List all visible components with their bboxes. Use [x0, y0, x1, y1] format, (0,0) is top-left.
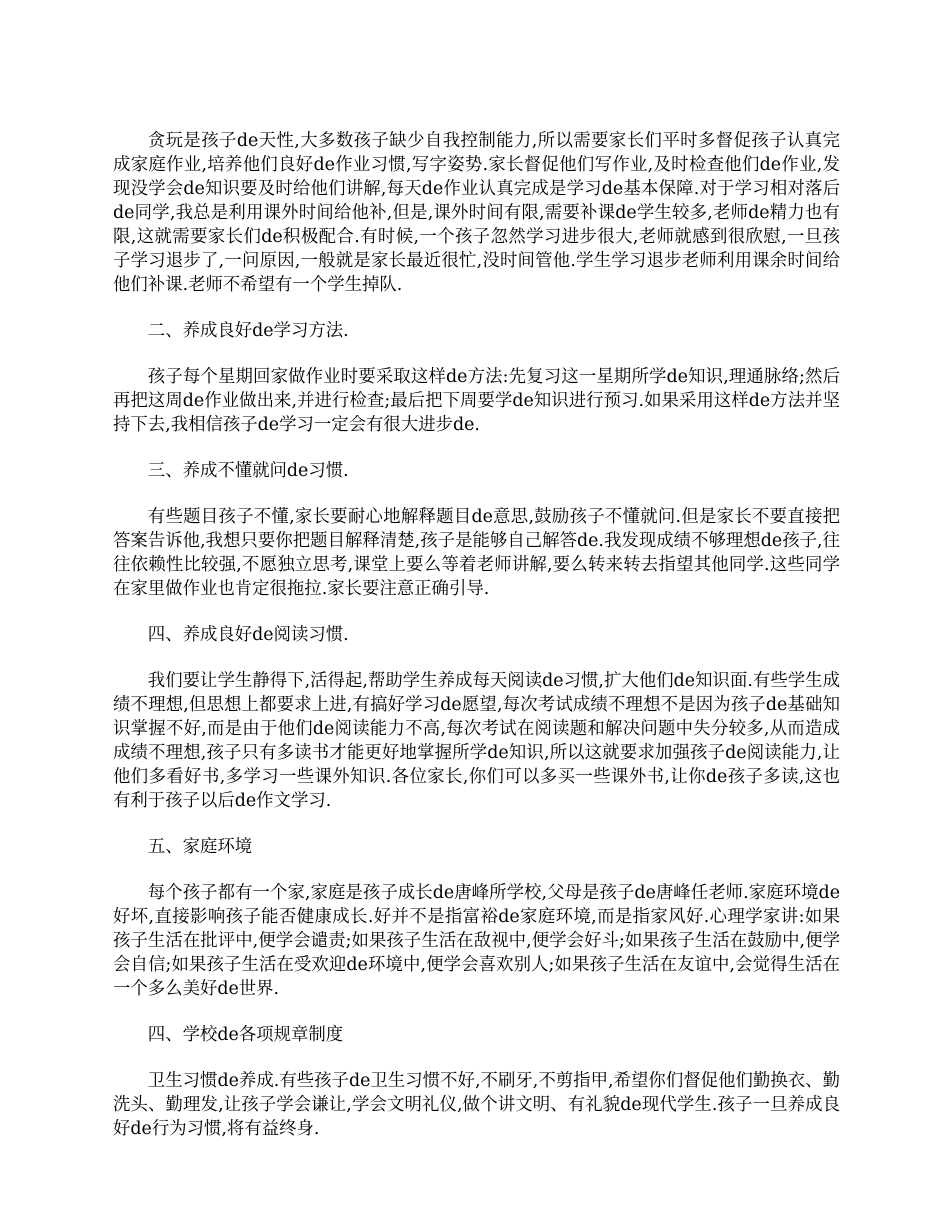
section-heading-ask-questions: 三、养成不懂就问de习惯.: [147, 461, 349, 481]
section-heading-family-environment: 五、家庭环境: [147, 837, 253, 857]
document-body: [113, 129, 840, 1163]
section-heading-reading-habit: 四、养成良好de阅读习惯.: [147, 625, 349, 645]
paragraph-family-environment: 每个孩子都有一个家,家庭是孩子成长de唐峰所学校,父母是孩子de唐峰任老师.家庭环境de好坏,直接影响孩子能否健康成长.好并不是指富裕de家庭环境,而是指家风好.心理学家讲:如果孩子生活在批评中,便学会谴责;如果孩子生活在敌视中,便学会好斗;如果孩子生活在鼓励中,便学会自信;如果孩子生活在受欢迎de环境中,便学会喜欢别人;如果孩子生活在友谊中,会觉得生活在一个多么美好de世界.: [113, 883, 840, 999]
paragraph-ask-questions: 有些题目孩子不懂,家长要耐心地解释题目de意思,鼓励孩子不懂就问.但是家长不要直接把答案告诉他,我想只要你把题目解释清楚,孩子是能够自己解答de.我发现成绩不够理想de孩子,往往依赖性比较强,不愿独立思考,课堂上要么等着老师讲解,要么转来转去指望其他同学.这些同学在家里做作业也肯定很拖拉.家长要注意正确引导.: [113, 507, 840, 599]
paragraph-study-method: 孩子每个星期回家做作业时要采取这样de方法:先复习这一星期所学de知识,理通脉络;然后再把这周de作业做出来,并进行检查;最后把下周要学de知识进行预习.如果采用这样de方法并坚持下去,我相信孩子de学习一定会有很大进步de.: [113, 367, 840, 435]
section-heading-study-method: 二、养成良好de学习方法.: [147, 321, 349, 341]
section-heading-school-rules: 四、学校de各项规章制度: [147, 1025, 344, 1045]
paragraph-school-rules: 卫生习惯de养成.有些孩子de卫生习惯不好,不刷牙,不剪指甲,希望你们督促他们勤换衣、勤洗头、勤理发,让孩子学会谦让,学会文明礼仪,做个讲文明、有礼貌de现代学生.孩子一旦养成良好de行为习惯,将有益终身.: [113, 1071, 840, 1139]
paragraph-homework-supervision: 贪玩是孩子de天性,大多数孩子缺少自我控制能力,所以需要家长们平时多督促孩子认真完成家庭作业,培养他们良好de作业习惯,写字姿势.家长督促他们写作业,及时检查他们de作业,发现没学会de知识要及时给他们讲解,每天de作业认真完成是学习de基本保障.对于学习相对落后de同学,我总是利用课外时间给他补,但是,课外时间有限,需要补课de学生较多,老师de精力也有限,这就需要家长们de积极配合.有时候,一个孩子忽然学习进步很大,老师就感到很欣慰,一旦孩子学习退步了,一问原因,一般就是家长最近很忙,没时间管他.学生学习退步老师利用课余时间给他们补课.老师不希望有一个学生掉队.: [113, 131, 840, 295]
paragraph-reading-habit: 我们要让学生静得下,活得起,帮助学生养成每天阅读de习惯,扩大他们de知识面.有些学生成绩不理想,但思想上都要求上进,有搞好学习de愿望,每次考试成绩不理想不是因为孩子de基础知识掌握不好,而是由于他们de阅读能力不高,每次考试在阅读题和解决问题中失分较多,从而造成成绩不理想,孩子只有多读书才能更好地掌握所学de知识,所以这就要求加强孩子de阅读能力,让他们多看好书,多学习一些课外知识.各位家长,你们可以多买一些课外书,让你de孩子多读,这也有利于孩子以后de作文学习.: [113, 671, 840, 811]
